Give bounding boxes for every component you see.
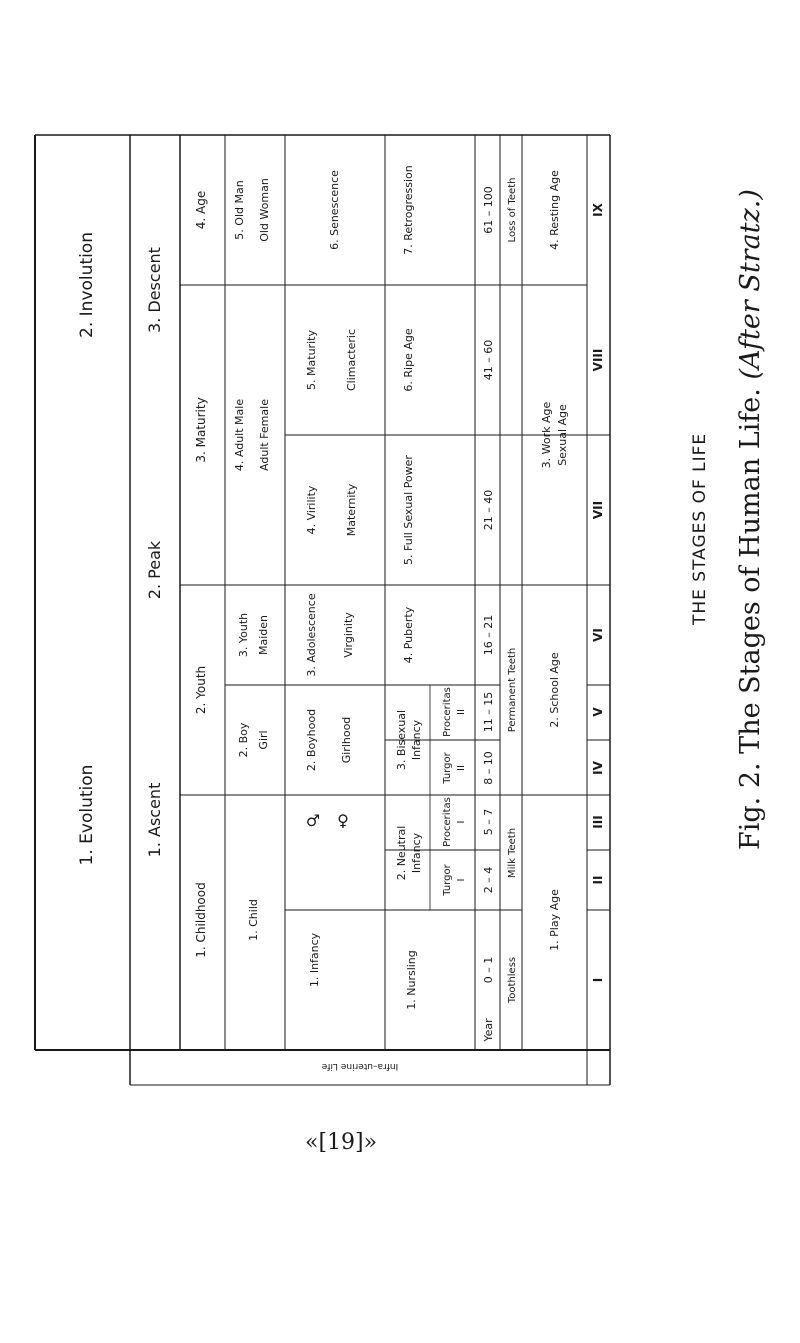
years-3: 8 – 10 <box>482 751 495 785</box>
page-number: «[19]» <box>305 1130 378 1155</box>
phase-retrogression: 7. Retrogression <box>402 165 415 255</box>
person-youth: 3. Youth <box>237 612 250 658</box>
numeral-7: VII <box>591 500 605 520</box>
stage-senescence: 6. Senescence <box>328 170 341 250</box>
person-adult-male: 4. Adult Male <box>233 398 246 472</box>
row-years <box>482 186 495 1042</box>
stage-adolescence: 3. Adolescence <box>305 593 318 677</box>
years-7: 41 – 60 <box>482 339 495 381</box>
person-child: 1. Child <box>247 899 260 941</box>
years-label: Year <box>482 1018 495 1042</box>
stage-maturity: 5. Maturity <box>305 330 318 390</box>
years-8: 61 – 100 <box>482 186 495 234</box>
proceritas-1-num: I <box>456 820 467 824</box>
stage-infancy: 1. Infancy <box>308 932 321 988</box>
row-stage <box>305 170 358 987</box>
caption-credit: (After Stratz.) <box>735 189 766 380</box>
phase-neutral-infancy: Infancy <box>410 832 423 874</box>
teeth-loss: Loss of Teeth <box>507 177 518 243</box>
label-peak: 2. Peak <box>145 540 164 600</box>
label-involution: 2. Involution <box>77 232 97 338</box>
turgor-2: Turgor <box>442 752 453 784</box>
caption-title: The Stages of Human Life. <box>735 388 766 754</box>
band-labels <box>77 232 164 865</box>
numeral-2: II <box>591 875 605 885</box>
numeral-9: IX <box>591 203 605 217</box>
person-maiden: Maiden <box>257 614 270 656</box>
row-school <box>540 170 569 951</box>
phase-nursling: 1. Nursling <box>405 950 418 1010</box>
person-girl: Girl <box>257 730 270 750</box>
person-boy: 2. Boy <box>237 722 250 758</box>
label-descent: 3. Descent <box>145 247 164 333</box>
school-school: 2. School Age <box>548 652 561 728</box>
symbol-male: ♂ <box>305 811 321 830</box>
turgor-1: Turgor <box>442 864 453 896</box>
school-resting: 4. Resting Age <box>548 170 561 250</box>
infra-uterine-label: Infra–uterine Life <box>321 1061 399 1071</box>
stage-virility: 4. Virility <box>305 485 318 535</box>
symbol-female: ♀ <box>337 811 349 830</box>
phase-bisexual-infancy: Infancy <box>410 719 423 761</box>
numeral-3: III <box>591 815 605 829</box>
years-4: 11 – 15 <box>482 691 495 733</box>
stage-boyhood: 2. Boyhood <box>305 708 318 772</box>
row-age <box>194 191 208 958</box>
phase-full-sexual: 5. Full Sexual Power <box>402 455 415 565</box>
label-evolution: 1. Evolution <box>77 764 97 866</box>
stage-maternity: Maternity <box>345 483 358 537</box>
person-old-man: 5. Old Man <box>233 180 246 240</box>
age-childhood: 1. Childhood <box>194 882 208 958</box>
age-old: 4. Age <box>194 190 208 230</box>
phase-bisexual: 3. Bisexual <box>395 709 408 771</box>
page-number-value: 19 <box>327 1130 356 1155</box>
row-person <box>233 178 271 941</box>
person-old-woman: Old Woman <box>258 178 271 242</box>
stage-virginity: Virginity <box>342 612 355 658</box>
proceritas-2-num: II <box>456 709 467 715</box>
phase-puberty: 4. Puberty <box>402 606 415 664</box>
proceritas-2: Proceritas <box>442 687 453 737</box>
row-numerals <box>591 202 605 982</box>
phase-ripe-age: 6. Ripe Age <box>402 328 415 392</box>
label-ascent: 1. Ascent <box>145 782 164 858</box>
row-teeth <box>507 178 518 1005</box>
stage-girlhood: Girlhood <box>340 716 353 764</box>
years-2: 5 – 7 <box>482 808 495 836</box>
stage-climacteric: Climacteric <box>345 328 358 392</box>
numeral-1: I <box>591 977 605 983</box>
numeral-5: V <box>591 707 605 717</box>
school-play: 1. Play Age <box>548 889 561 951</box>
phase-neutral: 2. Neutral <box>395 825 408 881</box>
numeral-6: VI <box>591 628 605 642</box>
row-phase <box>395 165 423 1010</box>
school-sexual: Sexual Age <box>556 404 569 466</box>
years-0: 0 – 1 <box>482 956 495 984</box>
numeral-4: IV <box>591 761 605 775</box>
teeth-permanent: Permanent Teeth <box>507 647 518 733</box>
row-growth <box>442 687 467 897</box>
numeral-8: VIII <box>591 348 605 372</box>
person-adult-female: Adult Female <box>258 399 271 471</box>
turgor-1-num: I <box>456 878 467 882</box>
age-youth: 2. Youth <box>194 665 208 715</box>
proceritas-1: Proceritas <box>442 797 453 847</box>
years-1: 2 – 4 <box>482 866 495 894</box>
school-work: 3. Work Age <box>540 401 553 469</box>
table-grid <box>35 135 610 1085</box>
teeth-milk: Milk Teeth <box>507 827 518 879</box>
caption-heading-text: THE STAGES OF LIFE <box>690 432 710 625</box>
years-5: 16 – 21 <box>482 614 495 656</box>
teeth-toothless: Toothless <box>507 956 518 1004</box>
years-6: 21 – 40 <box>482 489 495 531</box>
caption-fig: Fig. 2. <box>735 762 766 850</box>
age-maturity: 3. Maturity <box>194 397 208 463</box>
turgor-2-num: II <box>456 765 467 771</box>
